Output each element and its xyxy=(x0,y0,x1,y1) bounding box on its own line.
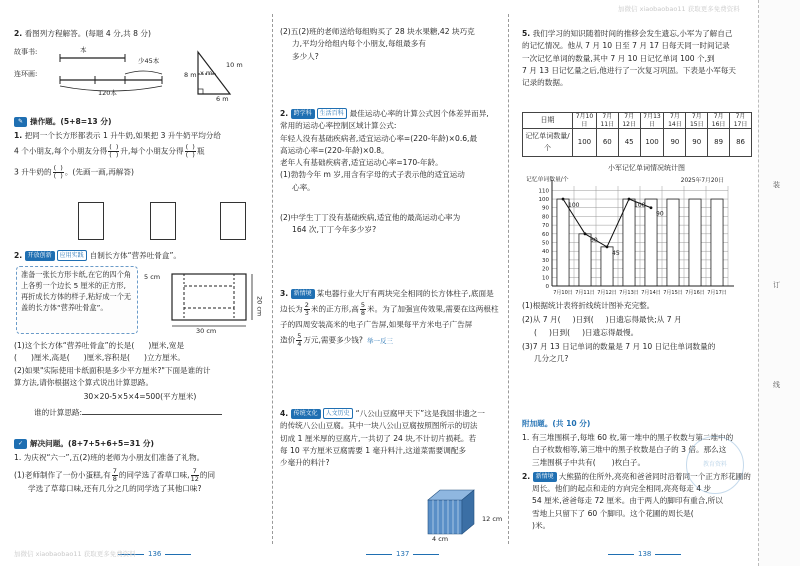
table-cell-count: 90 xyxy=(686,129,708,157)
page-number-138: 138 xyxy=(608,549,681,560)
section-solve xyxy=(14,438,154,450)
chart-point xyxy=(650,206,653,209)
y-tick-label: 0 xyxy=(545,284,549,290)
x-tick-label: 7月12日 xyxy=(597,290,617,296)
table-cell-date: 7月14日 xyxy=(664,113,686,129)
table-head-date: 日期 xyxy=(523,113,573,129)
chart-point xyxy=(562,198,565,201)
data-label: 90 xyxy=(656,210,664,218)
pencil-icon: ✎ xyxy=(14,117,27,127)
table-cell-count: 45 xyxy=(618,129,640,157)
tofu-diagram xyxy=(422,482,496,542)
table-cell-count: 60 xyxy=(596,129,618,157)
y-tick-label: 70 xyxy=(542,223,549,230)
page-number-137: 137 xyxy=(366,549,439,560)
y-tick-label: 20 xyxy=(542,266,549,273)
solve-q4: 4. 传统文化 人文历史 “八公山豆腐甲天下”这是我国非遗之一 的传统八公山豆腐。其中一块八公山豆腐按照图所示的切法 切成 1 厘米厚的豆腐片,一共切了 24 块,不计切片损耗。若 每 10 平方厘米豆腐需要 1 毫升料汁,这道菜需要调配多 少毫升的料汁? xyxy=(280,409,485,468)
dim-12cm: 12 cm xyxy=(482,515,503,523)
binding-margin xyxy=(758,0,800,566)
blank-fraction[interactable]: $\frac{( )}{( )}$ xyxy=(53,163,63,180)
chart-point xyxy=(628,198,631,201)
section-operation xyxy=(14,116,111,128)
milk-rect-3[interactable] xyxy=(220,202,246,240)
table-cell-count: 89 xyxy=(708,129,730,157)
instruction-card: 准备一张长方形卡纸,在它的四个角上各剪一个边长 5 厘米的正方形,再折成长方体的样子,粘好成一个无盖的长方体“营养吐骨盒”。 xyxy=(16,266,138,334)
y-tick-label: 50 xyxy=(542,240,549,247)
extra-questions: 1. 有三堆围棋子,每堆 60 枚,第一堆中的黑子枚数与第二堆中的 白子枚数相等,第三堆中的黑子枚数是白子的 3 倍。那么这 三堆围棋子中共有( )枚白子。 2. 新情境 大熊猫的住所外,亮亮和爸爸同时沿着同一个正方形花圃的 周长。他们的起点和走的方向完全相同,亮亮每走 4 步 54 厘米,爸爸每走 72 厘米。由于两人的脚印有重合,所以 雪地上只留下了 60 个脚印。这个花圃的周长是( )米。 xyxy=(522,433,751,531)
table-cell-date: 7月11日 xyxy=(596,113,618,129)
label-comic: 连环画: xyxy=(14,70,38,78)
table-row xyxy=(523,129,752,157)
chart-bar xyxy=(557,199,569,286)
dim-4cm: 4 cm xyxy=(432,535,449,543)
page-138 xyxy=(508,0,758,566)
blank-fraction[interactable]: $\frac{( )}{( )}$ xyxy=(185,143,195,160)
chart-bar xyxy=(667,199,679,286)
y-tick-label: 80 xyxy=(542,214,549,221)
solve-q2: 2. 跨学科 生活百科 最佳运动心率的计算公式因个体差异而异, 常用的运动心率控制区域计算公式: 年轻人没有基础疾病者,适宜运动心率=(220-年龄)×0.6,最 高运动心率=(220-年龄)×0.8。 老年人有基础疾病者,适宜运动心率=170-年龄。 (1)勃勃今年 m 岁,用含有字母的式子表示他的适宜运动 心率。 (2)中学生丁丁没有基础疾病,适宜他的最高运动心率为 164 次,丁丁今年多少岁? xyxy=(280,109,489,235)
table-cell-date: 7月13日 xyxy=(640,113,664,129)
y-tick-label: 30 xyxy=(542,257,549,264)
data-label: 45 xyxy=(612,249,620,257)
op-q2: 2. 开放创新 应用实践 自制长方体“营养吐骨盒”。 xyxy=(14,251,182,260)
dim-20cm: 20 cm xyxy=(255,296,264,317)
link-practice-more[interactable]: 举一反三 xyxy=(366,336,393,345)
label-total: 120本 xyxy=(98,89,117,97)
x-tick-label: 7月11日 xyxy=(575,290,595,296)
y-tick-label: 110 xyxy=(538,188,549,195)
section-extra xyxy=(522,418,590,430)
table-cell-date: 7月10日 xyxy=(573,113,597,129)
table-cell-count: 86 xyxy=(730,129,752,157)
y-tick-label: 40 xyxy=(542,249,549,256)
tag-new-context: 新情境 xyxy=(291,289,315,299)
table-cell-date: 7月12日 xyxy=(618,113,640,129)
solve-q3: 3. 新情境 某电器行业大厅有两块完全相同的长方体柱子,底面是 边长为 $\frac{2}{3}$ 米的正方形,高 $\frac{5}{8}$ 米。为了加强宣传效果,需要在这两根柱 子的四周安装高米的电子广告屏,如果每平方米电子广告屏 造价 $\frac{5}{4}$ 万元,需要多少钱? 举一反三 xyxy=(280,289,499,349)
blank-fraction[interactable]: $\frac{( )}{( )}$ xyxy=(109,143,119,160)
q2-header xyxy=(14,28,264,40)
flag-icon: ✓ xyxy=(14,439,27,449)
chart-bar xyxy=(623,199,635,286)
label-8m: 8 m xyxy=(184,71,197,79)
y-axis-label: 记忆单词数量/个 xyxy=(526,177,569,183)
tag-practice: 应用实践 xyxy=(57,250,87,261)
tag-life: 生活百科 xyxy=(317,108,347,119)
watermark-top: 加微信 xiaobaobao11 获取更多免费资料 xyxy=(618,5,740,13)
label-6m: 6 m xyxy=(216,95,229,103)
stamp-seal: 教育资料 xyxy=(686,436,744,494)
label-story: 故事书: xyxy=(14,48,38,56)
y-tick-label: 90 xyxy=(542,205,549,212)
milk-rect-1[interactable] xyxy=(78,202,104,240)
label-10m: 10 m xyxy=(226,61,243,69)
y-tick-label: 10 xyxy=(542,275,549,282)
table-cell-count: 90 xyxy=(664,129,686,157)
q2-number: 2. xyxy=(14,29,23,38)
label-less: 少45本 xyxy=(138,57,160,65)
x-tick-label: 7月13日 xyxy=(619,290,639,296)
chart-bar xyxy=(689,199,701,286)
data-label: 100 xyxy=(568,202,580,210)
chart-point xyxy=(584,232,587,235)
watermark-bottom: 加微信 xiaobaobao11 获取更多免费资料 xyxy=(14,550,136,559)
label-xm: x m xyxy=(200,69,213,77)
table-row xyxy=(523,113,752,129)
milk-rect-2[interactable] xyxy=(150,202,176,240)
formula: 30×20-5×5×4=500(平方厘米) xyxy=(83,392,197,402)
page-137 xyxy=(272,0,508,566)
tag-history: 人文历史 xyxy=(323,408,353,419)
q2-title: 看图列方程解答。(每题 4 分,共 8 分) xyxy=(24,29,151,38)
op-q1: 1. 把同一个长方形都表示 1 升牛奶,如果把 3 升牛奶平均分给 4 个小朋友,每个小朋友分得 $\frac{( )}{( )}$ 升,每个小朋友分得 $\frac{( )}{( )}$ 瓶 3 升牛奶的 $\frac{( )}{( )}$ 。(先画一画,再解答) xyxy=(14,131,221,180)
x-tick-label: 7月10日 xyxy=(553,290,573,296)
x-tick-label: 7月17日 xyxy=(707,290,727,296)
tag-new-context-2: 新情境 xyxy=(533,472,557,482)
chart-title: 小军记忆单词情况统计图 xyxy=(608,164,685,172)
y-tick-label: 60 xyxy=(542,231,549,238)
x-tick-label: 7月14日 xyxy=(641,290,661,296)
section-operation-title: 操作题。(5+8=13 分) xyxy=(30,117,112,126)
binding-char-1: 装 xyxy=(773,181,780,189)
chart-point xyxy=(606,245,609,248)
section-solve-title: 解决问题。(8+7+5+6+5=31 分) xyxy=(30,439,154,448)
chart-bar xyxy=(711,199,723,286)
table-cell-count: 100 xyxy=(640,129,664,157)
tag-cross-subject: 跨学科 xyxy=(291,109,315,119)
table-cell-date: 7月17日 xyxy=(730,113,752,129)
tag-open-innovation: 开放创新 xyxy=(25,251,55,261)
dim-30cm: 30 cm xyxy=(196,327,217,335)
op-q2-subs: (1)这个长方体“营养吐骨盒”的长是( )厘米,宽是 ( )厘米,高是( )厘米,容积是( )立方厘米。 (2)如果"实际使用卡纸面积是多少平方厘米?"下面是谁的计 算方法,请你根据这个算式说出计算思路。 30×20-5×5×4=500(平方厘米) 谁的计算思路: xyxy=(14,340,266,420)
tag-culture: 传统文化 xyxy=(291,409,321,419)
chart-date-note: 2025年7月20日 xyxy=(680,178,724,184)
table-head-count: 记忆单词数量/个 xyxy=(523,129,573,157)
y-tick-label: 100 xyxy=(538,197,549,204)
binding-char-3: 线 xyxy=(773,381,780,389)
table-cell-date: 7月15日 xyxy=(686,113,708,129)
solve-q1: 1. 为庆祝“六一”,五(2)班的老师为小朋友们准备了礼物。 (1)老师制作了一份小蛋糕,有 $\frac{7}{8}$ 的同学选了香草口味, $\frac{7}{12}$ 的同 学选了草莓口味,还有几分之几的同学选了其他口味? xyxy=(14,453,216,493)
op-q1-line1: 把同一个长方形都表示 1 升牛奶,如果把 3 升牛奶平均分给 xyxy=(24,131,221,140)
binding-char-2: 订 xyxy=(773,281,780,289)
memory-chart xyxy=(522,172,758,312)
page-number-136: 136 xyxy=(118,549,191,560)
x-tick-label: 7月16日 xyxy=(685,290,705,296)
solve-q1-sub2: (2)五(2)班的老师送给每组购买了 28 块水果糖,42 块巧克 力,平均分给组内每个小朋友,每组最多有 多少人? xyxy=(280,27,475,61)
x-tick-label: 7月15日 xyxy=(663,290,683,296)
dim-5cm: 5 cm xyxy=(144,273,161,281)
page-136 xyxy=(0,0,272,566)
data-label: 60 xyxy=(590,236,598,244)
memory-table xyxy=(522,112,752,157)
table-cell-count: 100 xyxy=(573,129,597,157)
section-extra-title: 附加题。(共 10 分) xyxy=(522,419,591,428)
q5-subs: (1)根据统计表将折线统计图补充完整。 (2)从 7 月( )日到( )日遗忘得最快;从 7 月 ( )日到( )日遗忘得最慢。 (3)7 月 13 日记单词的数量是 7 月 10 日记住单词数量的 几分之几? xyxy=(522,301,716,364)
table-cell-date: 7月16日 xyxy=(708,113,730,129)
label-each: 本 xyxy=(80,46,87,54)
solve-q5: 5. 我们学习的知识随着时间的推移会发生遗忘,小军为了解自己 的记忆情况。他从 7 月 10 日至 7 月 17 日每天同一时间记录 一次记忆单词的数量,其中 7 月 10 日记忆单词 100 个,到 7 月 13 日记忆量之后,他进行了一次复习巩固。下表是小军每天 记录的数据。 xyxy=(522,29,736,88)
data-label: 100 xyxy=(634,202,646,210)
